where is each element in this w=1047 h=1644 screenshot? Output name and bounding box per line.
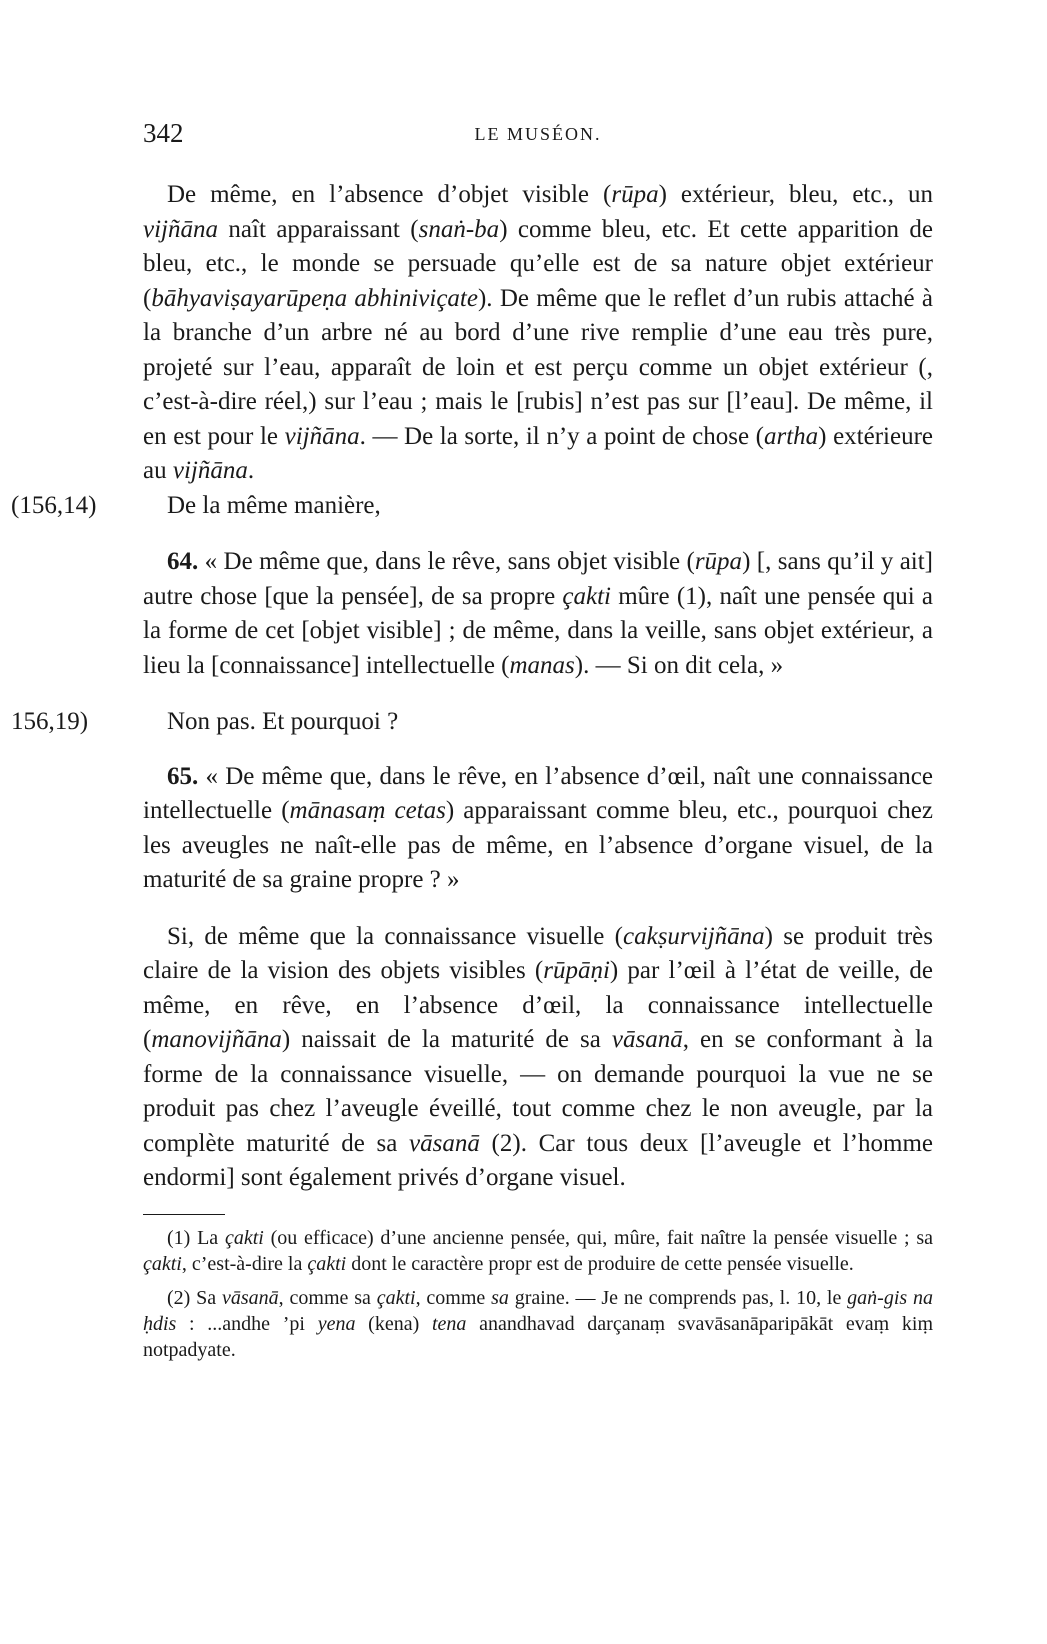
italic-term: sa [491, 1286, 509, 1309]
running-title: LE MUSÉON. [474, 124, 602, 144]
verse-number: 65. [167, 762, 199, 790]
main-text [11, 178, 934, 1363]
margin-reference: 156,19) [11, 708, 89, 735]
text-run: , c’est-à-dire la [181, 1252, 308, 1275]
italic-term: gaṅ-gis na ḥdis [143, 1286, 934, 1335]
text-run: ). De même que le reflet d’un rubis attaché à la branche d’un arbre né au bord d’une rive remplie d’une eau très pure, projeté sur l’eau, apparaît de loin et est perçu comme un objet extérieur (, c’est-à-dire réel,) sur l’eau ; mais le [rubis] n’est pas sur [l’eau]. De même, il en est pour le [143, 284, 933, 450]
italic-term: rūpa [694, 548, 743, 575]
margin-reference: (156,14) [11, 491, 97, 519]
italic-term: vāsanā [222, 1286, 279, 1309]
text-run: dont le caractère propr est de produire de cette pensée visuelle. [346, 1252, 854, 1275]
footnote-1 [143, 1225, 933, 1277]
italic-term: çakti [224, 1226, 264, 1249]
text-run: ) comme bleu, etc. Et cette apparition de bleu, etc., le monde se persuade qu’elle est de sa nature objet extérieur ( [143, 215, 934, 312]
italic-term: çakti [143, 1252, 182, 1275]
italic-term: snaṅ-ba [418, 215, 500, 243]
italic-term: çakti [562, 582, 612, 610]
text-run: « De même que, dans le rêve, sans objet visible ( [198, 548, 695, 575]
paragraph-1 [143, 178, 933, 489]
text-run: , comme sa [278, 1286, 377, 1309]
italic-term: manovijñāna [151, 1026, 282, 1053]
italic-term: tena [431, 1312, 467, 1335]
paragraph-4: Non pas. Et pourquoi ? [167, 708, 399, 735]
text-run: , en se conformant à la forme de la connaissance visuelle, — on demande pourquoi la vue ne se produit pas chez l’aveugle éveillé, tout comme chez le non aveugle, par la complète maturité de sa [143, 1026, 933, 1157]
text-run: , comme [415, 1286, 492, 1309]
italic-term: artha [763, 422, 819, 450]
text-run: « De même que, dans le rêve, en l’absence d’œil, naît une connaissance intellectuelle ( [143, 762, 933, 824]
text-run: ) naissait de la maturité de sa [281, 1026, 612, 1053]
text-run: naît apparaissant ( [218, 215, 419, 243]
text-run: (2) Sa [167, 1286, 222, 1309]
italic-term: manas [509, 651, 575, 679]
italic-term: vāsanā [409, 1129, 480, 1157]
text-run: (ou efficace) d’une ancienne pensée, qui, mûre, fait naître la pensée visuelle ; sa [263, 1226, 933, 1249]
italic-term: vāsanā [611, 1026, 683, 1053]
italic-term: mānasaṃ cetas [289, 797, 446, 824]
paragraph-4-row [11, 705, 933, 740]
paragraph-2: De la même manière, [167, 491, 381, 519]
text-run: (1) La [167, 1226, 225, 1249]
page-header [143, 118, 933, 158]
italic-term: yena [317, 1312, 356, 1335]
footnote-divider [143, 1214, 225, 1215]
italic-term: cakṣurvijñāna [623, 922, 765, 950]
text-run: ) [, sans qu’il y ait] autre chose [que la pensée], de sa propre [143, 548, 934, 610]
italic-term: rūpa [611, 181, 659, 208]
text-run: ) se produit très claire de la vision des objets visibles ( [143, 922, 934, 984]
text-run: De même, en l’absence d’objet visible ( [167, 181, 612, 208]
paragraph-2-row [11, 489, 933, 524]
text-run: ). — Si on dit cela, » [574, 651, 784, 679]
text-run: (kena) [355, 1312, 432, 1335]
footnote-2 [143, 1285, 933, 1363]
italic-term: çakti [307, 1252, 347, 1275]
text-run: graine. — Je ne comprends pas, l. 10, le [508, 1286, 848, 1309]
text-run: anandhavad darçanaṃ svavāsanāparipākāt evaṃ kiṃ notpadyate. [143, 1312, 934, 1361]
text-run: ) extérieure au [143, 422, 933, 484]
italic-term: bāhyaviṣayarūpeṇa abhiniviçate [151, 284, 478, 312]
italic-term: vijñāna [143, 215, 218, 243]
text-run: ) apparaissant comme bleu, etc., pourquoi chez les aveugles ne naît-elle pas de même, en l’absence d’organe visuel, de la maturité de sa graine propre ? » [143, 797, 933, 893]
text-run: ) par l’œil à l’état de veille, de même, en rêve, en l’absence d’œil, la connaissance intellectuelle ( [143, 957, 933, 1053]
italic-term: vijñāna [172, 457, 248, 484]
italic-term: vijñāna [284, 422, 360, 450]
verse-65 [143, 760, 933, 898]
text-run: : ...andhe ’pi [176, 1312, 318, 1335]
italic-term: çakti [376, 1286, 416, 1309]
footnotes [143, 1225, 933, 1363]
verse-number: 64. [167, 548, 199, 575]
text-run: mûre (1), naît une pensée qui a la forme de cet [objet visible] ; de même, dans la veille, sans objet extérieur, a lieu la [connaissance] intellectuelle ( [143, 582, 934, 679]
text-run: . — De la sorte, il n’y a point de chose ( [359, 422, 764, 450]
text-run: . [247, 457, 255, 484]
text-run: Si, de même que la connaissance visuelle ( [167, 922, 623, 950]
italic-term: rūpāṇi [543, 957, 610, 984]
text-run: (2). Car tous deux [l’aveugle et l’homme endormi] sont également privés d’organe visuel. [143, 1129, 933, 1191]
text-run: ) extérieur, bleu, etc., un [658, 181, 933, 208]
verse-64 [143, 545, 933, 683]
page-number: 342 [143, 118, 184, 148]
paragraph-6 [143, 920, 933, 1196]
